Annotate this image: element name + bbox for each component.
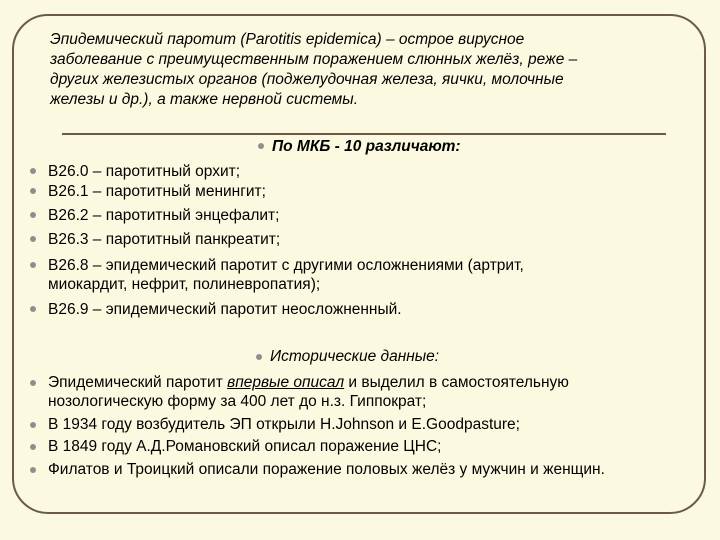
icd-item: В26.3 – паротитный панкреатит;	[48, 231, 281, 248]
history-item-continuation: нозологическую форму за 400 лет до н.з. Гиппократ;	[48, 393, 427, 410]
intro-line: других железистых органов (поджелудочная железа, яички, молочные	[50, 71, 564, 88]
history-text: и выделил в самостоятельную	[344, 374, 569, 391]
bullet-icon	[30, 262, 36, 268]
bullet-icon	[30, 188, 36, 194]
icd-item: В26.2 – паротитный энцефалит;	[48, 207, 280, 224]
bullet-icon	[258, 143, 264, 149]
intro-line: заболевание с преимущественным поражением слюнных желёз, реже –	[50, 51, 578, 68]
bullet-icon	[30, 168, 36, 174]
history-heading: Исторические данные:	[270, 348, 440, 365]
icd-item: В26.8 – эпидемический паротит с другими осложнениями (артрит,	[48, 257, 524, 274]
bullet-icon	[30, 212, 36, 218]
bullet-icon	[30, 467, 36, 473]
icd-item: В26.0 – паротитный орхит;	[48, 163, 241, 180]
intro-line: железы и др.), а также нервной системы.	[50, 91, 359, 108]
history-item: Филатов и Троицкий описали поражение половых желёз у мужчин и женщин.	[48, 461, 605, 478]
bullet-icon	[30, 306, 36, 312]
bullet-icon	[30, 380, 36, 386]
history-item: В 1849 году А.Д.Романовский описал поражение ЦНС;	[48, 438, 442, 455]
history-emphasis: впервые описал	[227, 374, 345, 391]
bullet-icon	[256, 354, 262, 360]
intro-line: Эпидемический паротит (Parotitis epidemica) – острое вирусное	[50, 31, 525, 48]
intro-definition	[50, 30, 650, 110]
icd-item: В26.1 – паротитный менингит;	[48, 183, 266, 200]
icd-item-continuation: миокардит, нефрит, полиневропатия);	[48, 276, 321, 293]
history-text: Эпидемический паротит	[48, 374, 228, 391]
divider	[62, 133, 666, 135]
icd-item: В26.9 – эпидемический паротит неосложненный.	[48, 301, 402, 318]
icd-heading: По МКБ - 10 различают:	[272, 138, 461, 155]
history-item	[48, 373, 569, 392]
bullet-icon	[30, 236, 36, 242]
bullet-icon	[30, 422, 36, 428]
history-item: В 1934 году возбудитель ЭП открыли H.Johnson и E.Goodpasture;	[48, 416, 520, 433]
bullet-icon	[30, 444, 36, 450]
